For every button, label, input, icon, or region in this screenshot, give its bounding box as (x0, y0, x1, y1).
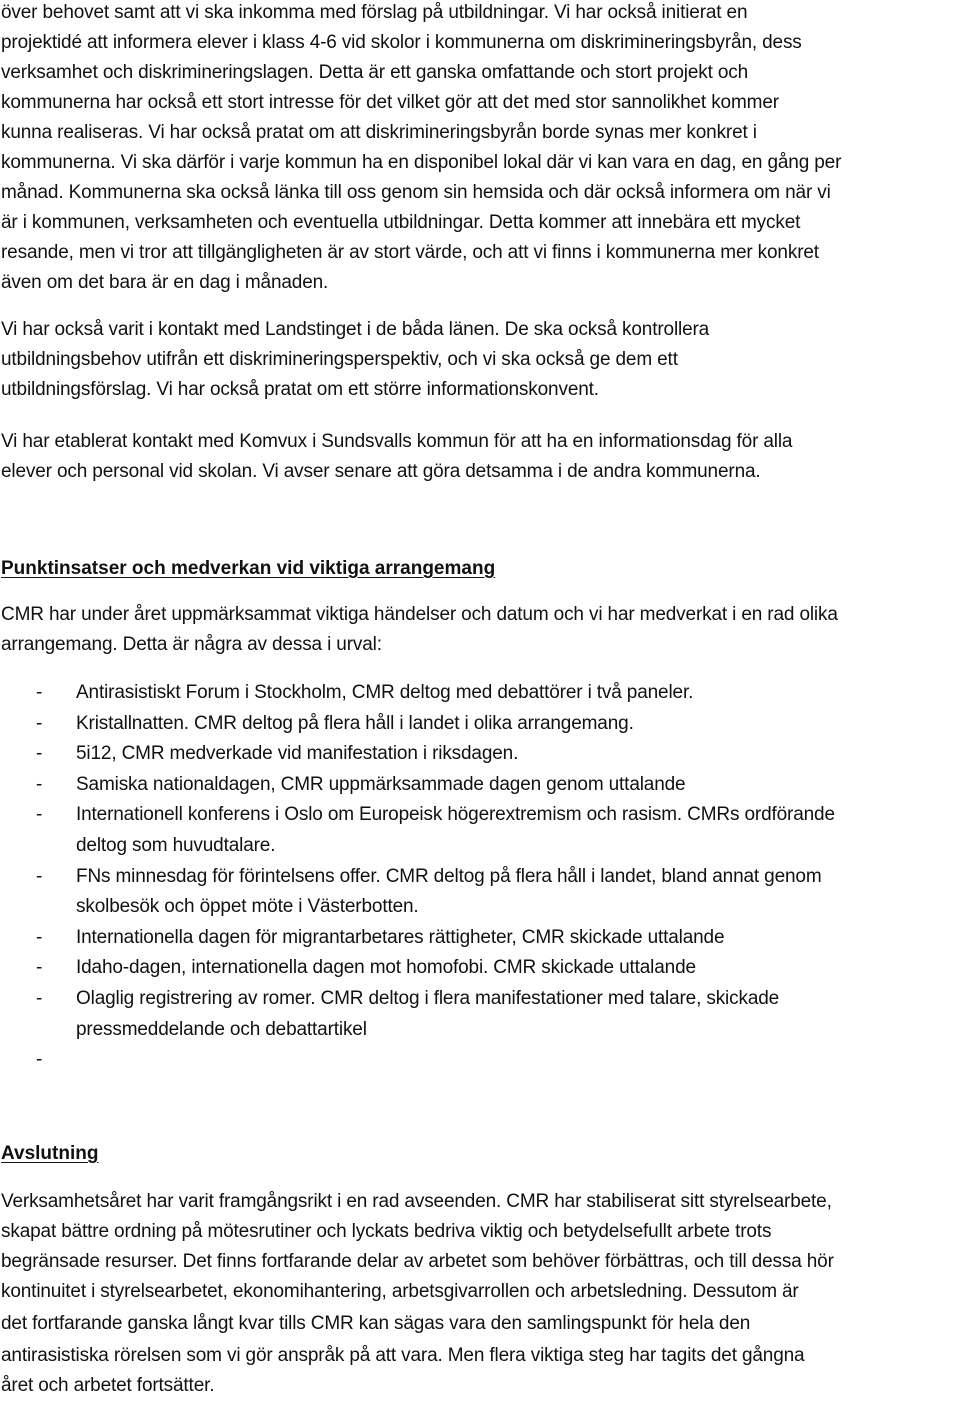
list-item: Olaglig registrering av romer. CMR deltog i flera manifestationer med talare, skickade (76, 988, 780, 1009)
text-line: projektidé att informera elever i klass 4-6 vid skolor i kommunerna om diskrimineringsbyrån, dess (1, 32, 802, 53)
list-item: deltog som huvudtalare. (76, 835, 276, 856)
list-bullet-dash: - (36, 957, 43, 979)
list-bullet-dash: - (36, 712, 43, 734)
text-line: utbildningsförslag. Vi har också pratat om ett större informationskonvent. (1, 379, 599, 400)
list-bullet-dash: - (36, 865, 43, 887)
text-line: resande, men vi tror att tillgängligheten är av stort värde, och att vi finns i kommunerna mer konkret (1, 242, 819, 263)
list-bullet-dash: - (36, 1049, 43, 1071)
text-line: Vi har också varit i kontakt med Landstinget i de båda länen. De ska också kontrollera (1, 319, 710, 340)
text-line: kunna realiseras. Vi har också pratat om att diskrimineringsbyrån borde synas mer konkret i (1, 122, 757, 143)
list-item: skolbesök och öppet möte i Västerbotten. (76, 896, 419, 918)
list-item: Internationell konferens i Oslo om Europeisk högerextremism och rasism. CMRs ordförande (76, 804, 835, 826)
text-line: är i kommunen, verksamheten och eventuella utbildningar. Detta kommer att innebära ett mycket (1, 212, 801, 233)
list-bullet-dash: - (36, 804, 43, 826)
list-bullet-dash: - (36, 773, 43, 795)
list-item: Kristallnatten. CMR deltog på flera håll i landet i olika arrangemang. (76, 712, 634, 734)
list-item: pressmeddelande och debattartikel (76, 1018, 367, 1040)
text-line: verksamhet och diskrimineringslagen. Detta är ett ganska omfattande och stort projekt och (1, 62, 749, 83)
text-line: begränsade resurser. Det finns fortfarande delar av arbetet som behöver förbättras, och till dessa hör (1, 1251, 834, 1272)
list-item: Idaho-dagen, internationella dagen mot homofobi. CMR skickade uttalande (76, 957, 696, 979)
text-line: antirasistiska rörelsen som vi gör anspråk på att vara. Men flera viktiga steg har tagits det gångna (1, 1345, 805, 1366)
list-item: Samiska nationaldagen, CMR uppmärksammade dagen genom uttalande (76, 773, 686, 795)
text-line: CMR har under året uppmärksammat viktiga händelser och datum och vi har medverkat i en rad olika (1, 604, 838, 625)
list-item: Internationella dagen för migrantarbetares rättigheter, CMR skickade uttalande (76, 926, 725, 948)
text-line: arrangemang. Detta är några av dessa i urval: (1, 634, 382, 655)
list-item: 5i12, CMR medverkade vid manifestation i riksdagen. (76, 743, 519, 765)
section-heading-avslutning: Avslutning (1, 1143, 99, 1164)
text-line: över behovet samt att vi ska inkomma med förslag på utbildningar. Vi har också initierat en (1, 2, 748, 23)
text-line: utbildningsbehov utifrån ett diskrimineringsperspektiv, och vi ska också ge dem ett (1, 349, 678, 370)
list-bullet-dash: - (36, 682, 43, 703)
text-line: kontinuitet i styrelsearbetet, ekonomihantering, arbetsgivarrollen och arbetsledning. Dessutom är (1, 1281, 799, 1302)
list-item: FNs minnesdag för förintelsens offer. CMR deltog på flera håll i landet, bland annat genom (76, 865, 822, 887)
list-item: Antirasistiskt Forum i Stockholm, CMR deltog med debattörer i två paneler. (76, 682, 694, 703)
text-line: Vi har etablerat kontakt med Komvux i Sundsvalls kommun för att ha en informationsdag för alla (1, 431, 793, 452)
text-line: kommunerna har också ett stort intresse för det vilket gör att det med stor sannolikhet kommer (1, 92, 779, 113)
list-bullet-dash: - (36, 743, 43, 765)
text-line: skapat bättre ordning på mötesrutiner och lyckats bedriva viktig och betydelsefullt arbete trots (1, 1221, 772, 1242)
section-heading-punktinsatser: Punktinsatser och medverkan vid viktiga arrangemang (1, 558, 496, 579)
text-line: året och arbetet fortsätter. (1, 1375, 215, 1396)
text-line: månad. Kommunerna ska också länka till oss genom sin hemsida och där också informera om när vi (1, 182, 831, 203)
list-bullet-dash: - (36, 926, 43, 948)
list-bullet-dash: - (36, 988, 43, 1009)
text-line: det fortfarande ganska långt kvar tills CMR kan sägas vara den samlingspunkt för hela den (1, 1313, 751, 1334)
text-line: elever och personal vid skolan. Vi avser senare att göra detsamma i de andra kommunerna. (1, 461, 761, 482)
text-line: kommunerna. Vi ska därför i varje kommun ha en disponibel lokal där vi kan vara en dag, en gång per (1, 152, 842, 173)
text-line: Verksamhetsåret har varit framgångsrikt i en rad avseenden. CMR har stabiliserat sitt styrelsearbete, (1, 1191, 832, 1212)
text-line: även om det bara är en dag i månaden. (1, 272, 329, 293)
